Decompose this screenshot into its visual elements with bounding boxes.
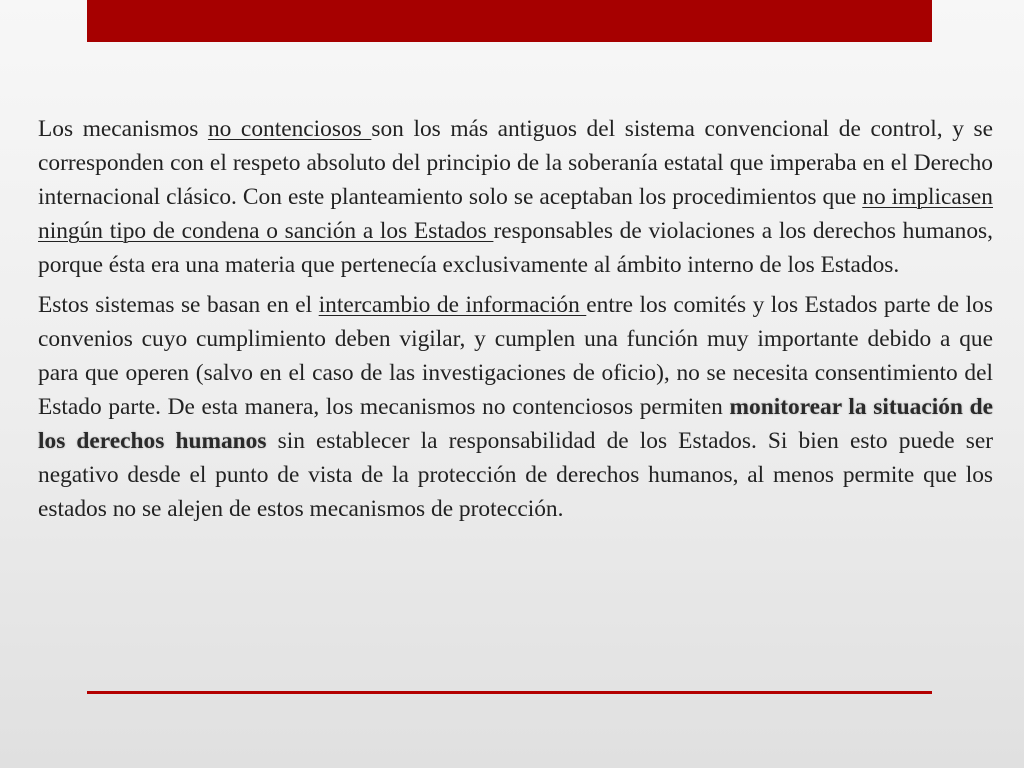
top-accent-bar [87,0,932,42]
slide-body [38,112,993,532]
text-span: sin establecer la responsabilidad de los Estados. Si bien esto puede ser negativo desde el punto de vista de la protección de derechos humanos, al menos permite que los estados no se alejen de estos mecanismos de protección. [38,428,993,522]
text-span: entre los comités y los Estados parte de los convenios cuyo cumplimiento deben vigilar, y cumplen una función muy importante debido a que para que operen (salvo en el caso de las investigaciones de oficio), no se necesita consentimiento del Estado parte. De esta manera, los mecanismos no contenciosos permiten [38,292,993,420]
text-span: Estos sistemas se basan en el [38,292,319,318]
underlined-phrase: no contenciosos [207,116,372,142]
highlighted-phrase: monitorear la situación de los derechos humanos [38,394,993,454]
underlined-phrase: intercambio de información [318,292,587,318]
bottom-divider [87,691,932,694]
text-span: Los mecanismos [38,116,208,142]
paragraph-1 [38,112,993,282]
text-span: son los más antiguos del sistema convencional de control, y se corresponden con el respeto absoluto del principio de la soberanía estatal que imperaba en el Derecho internacional clásico. Con este planteamiento solo se aceptaban los procedimientos que [38,116,993,210]
underlined-phrase: no implicasen ningún tipo de condena o sanción a los Estados [38,184,993,244]
text-span: responsables de violaciones a los derechos humanos, porque ésta era una materia que pertenecía exclusivamente al ámbito interno de los Estados. [38,218,993,278]
paragraph-2 [38,288,993,526]
